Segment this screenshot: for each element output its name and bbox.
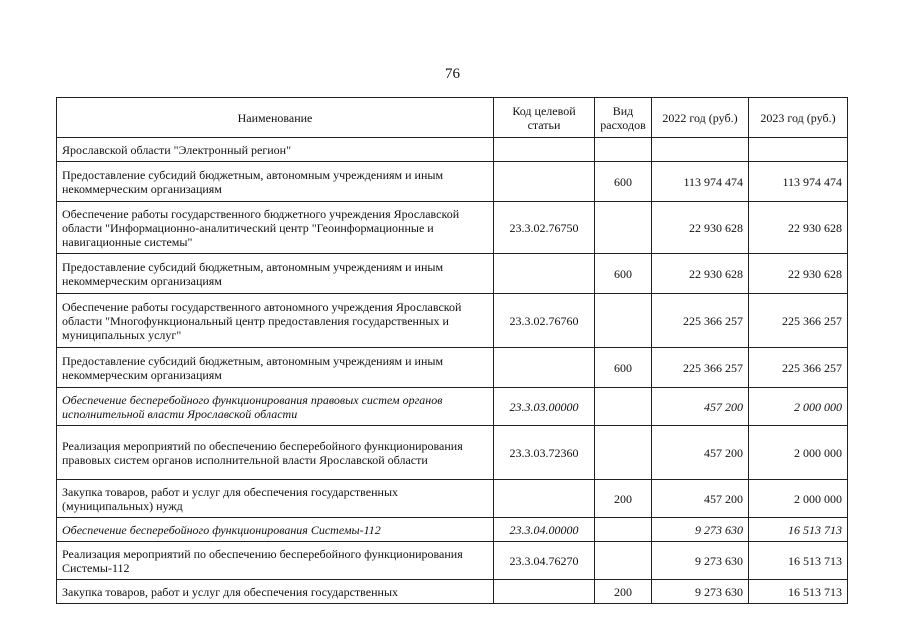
row-2023: 16 513 713 xyxy=(749,518,848,542)
row-2022 xyxy=(652,138,749,162)
row-2023: 225 366 257 xyxy=(749,348,848,388)
table-row xyxy=(57,426,848,480)
row-2023: 16 513 713 xyxy=(749,542,848,580)
row-2022: 22 930 628 xyxy=(652,202,749,254)
table-row xyxy=(57,138,848,162)
row-code: 23.3.03.00000 xyxy=(494,388,595,426)
header-name: Наименование xyxy=(57,98,494,138)
row-name: Предоставление субсидий бюджетным, автономным учреждениям и иным некоммерческим организациям xyxy=(57,348,494,388)
row-2022: 9 273 630 xyxy=(652,580,749,604)
row-2023 xyxy=(749,138,848,162)
table-row xyxy=(57,388,848,426)
row-2022: 457 200 xyxy=(652,480,749,518)
row-2023: 2 000 000 xyxy=(749,480,848,518)
row-2023: 22 930 628 xyxy=(749,254,848,294)
table-row xyxy=(57,162,848,202)
row-2022: 9 273 630 xyxy=(652,518,749,542)
row-code: 23.3.04.76270 xyxy=(494,542,595,580)
row-type: 600 xyxy=(595,162,652,202)
table-row xyxy=(57,580,848,604)
row-name: Предоставление субсидий бюджетным, автономным учреждениям и иным некоммерческим организациям xyxy=(57,254,494,294)
table-row xyxy=(57,294,848,348)
row-name: Ярославской области "Электронный регион" xyxy=(57,138,494,162)
row-type: 600 xyxy=(595,348,652,388)
row-name: Реализация мероприятий по обеспечению бесперебойного функционирования правовых систем органов исполнительной власти Ярославской области xyxy=(57,426,494,480)
row-name: Закупка товаров, работ и услуг для обеспечения государственных (муниципальных) нужд xyxy=(57,480,494,518)
row-type xyxy=(595,202,652,254)
row-2023: 113 974 474 xyxy=(749,162,848,202)
row-2022: 457 200 xyxy=(652,426,749,480)
row-name: Обеспечение работы государственного автономного учреждения Ярославской области "Многофункциональный центр предоставления государственных и муниципальных услуг" xyxy=(57,294,494,348)
table-header-row xyxy=(57,98,848,138)
row-2022: 9 273 630 xyxy=(652,542,749,580)
row-type xyxy=(595,294,652,348)
row-2023: 22 930 628 xyxy=(749,202,848,254)
row-code xyxy=(494,254,595,294)
row-code xyxy=(494,580,595,604)
row-2022: 22 930 628 xyxy=(652,254,749,294)
table-row xyxy=(57,254,848,294)
row-2023: 2 000 000 xyxy=(749,426,848,480)
row-type xyxy=(595,426,652,480)
table-row xyxy=(57,518,848,542)
row-name: Обеспечение бесперебойного функционирования Системы-112 xyxy=(57,518,494,542)
row-type xyxy=(595,518,652,542)
row-code xyxy=(494,162,595,202)
budget-table xyxy=(56,97,848,604)
row-2023: 2 000 000 xyxy=(749,388,848,426)
header-2023: 2023 год (руб.) xyxy=(749,98,848,138)
row-name: Реализация мероприятий по обеспечению бесперебойного функционирования Системы-112 xyxy=(57,542,494,580)
table-row xyxy=(57,202,848,254)
row-name: Предоставление субсидий бюджетным, автономным учреждениям и иным некоммерческим организациям xyxy=(57,162,494,202)
table-row xyxy=(57,542,848,580)
row-code xyxy=(494,138,595,162)
row-code: 23.3.04.00000 xyxy=(494,518,595,542)
row-2022: 457 200 xyxy=(652,388,749,426)
row-type xyxy=(595,542,652,580)
header-2022: 2022 год (руб.) xyxy=(652,98,749,138)
row-code: 23.3.02.76760 xyxy=(494,294,595,348)
header-type: Вид расходов xyxy=(595,98,652,138)
row-type: 200 xyxy=(595,480,652,518)
row-2022: 113 974 474 xyxy=(652,162,749,202)
row-code xyxy=(494,480,595,518)
table-row xyxy=(57,480,848,518)
row-code xyxy=(494,348,595,388)
row-2023: 16 513 713 xyxy=(749,580,848,604)
row-code: 23.3.03.72360 xyxy=(494,426,595,480)
page-number: 76 xyxy=(445,66,460,82)
row-2022: 225 366 257 xyxy=(652,348,749,388)
row-name: Закупка товаров, работ и услуг для обеспечения государственных xyxy=(57,580,494,604)
row-2023: 225 366 257 xyxy=(749,294,848,348)
row-code: 23.3.02.76750 xyxy=(494,202,595,254)
row-type xyxy=(595,388,652,426)
row-name: Обеспечение бесперебойного функционирования правовых систем органов исполнительной власти Ярославской области xyxy=(57,388,494,426)
header-code: Код целевой статьи xyxy=(494,98,595,138)
row-type: 200 xyxy=(595,580,652,604)
table-row xyxy=(57,348,848,388)
row-type xyxy=(595,138,652,162)
row-type: 600 xyxy=(595,254,652,294)
row-2022: 225 366 257 xyxy=(652,294,749,348)
row-name: Обеспечение работы государственного бюджетного учреждения Ярославской области "Информационно-аналитический центр "Геоинформационные и навигационные системы" xyxy=(57,202,494,254)
